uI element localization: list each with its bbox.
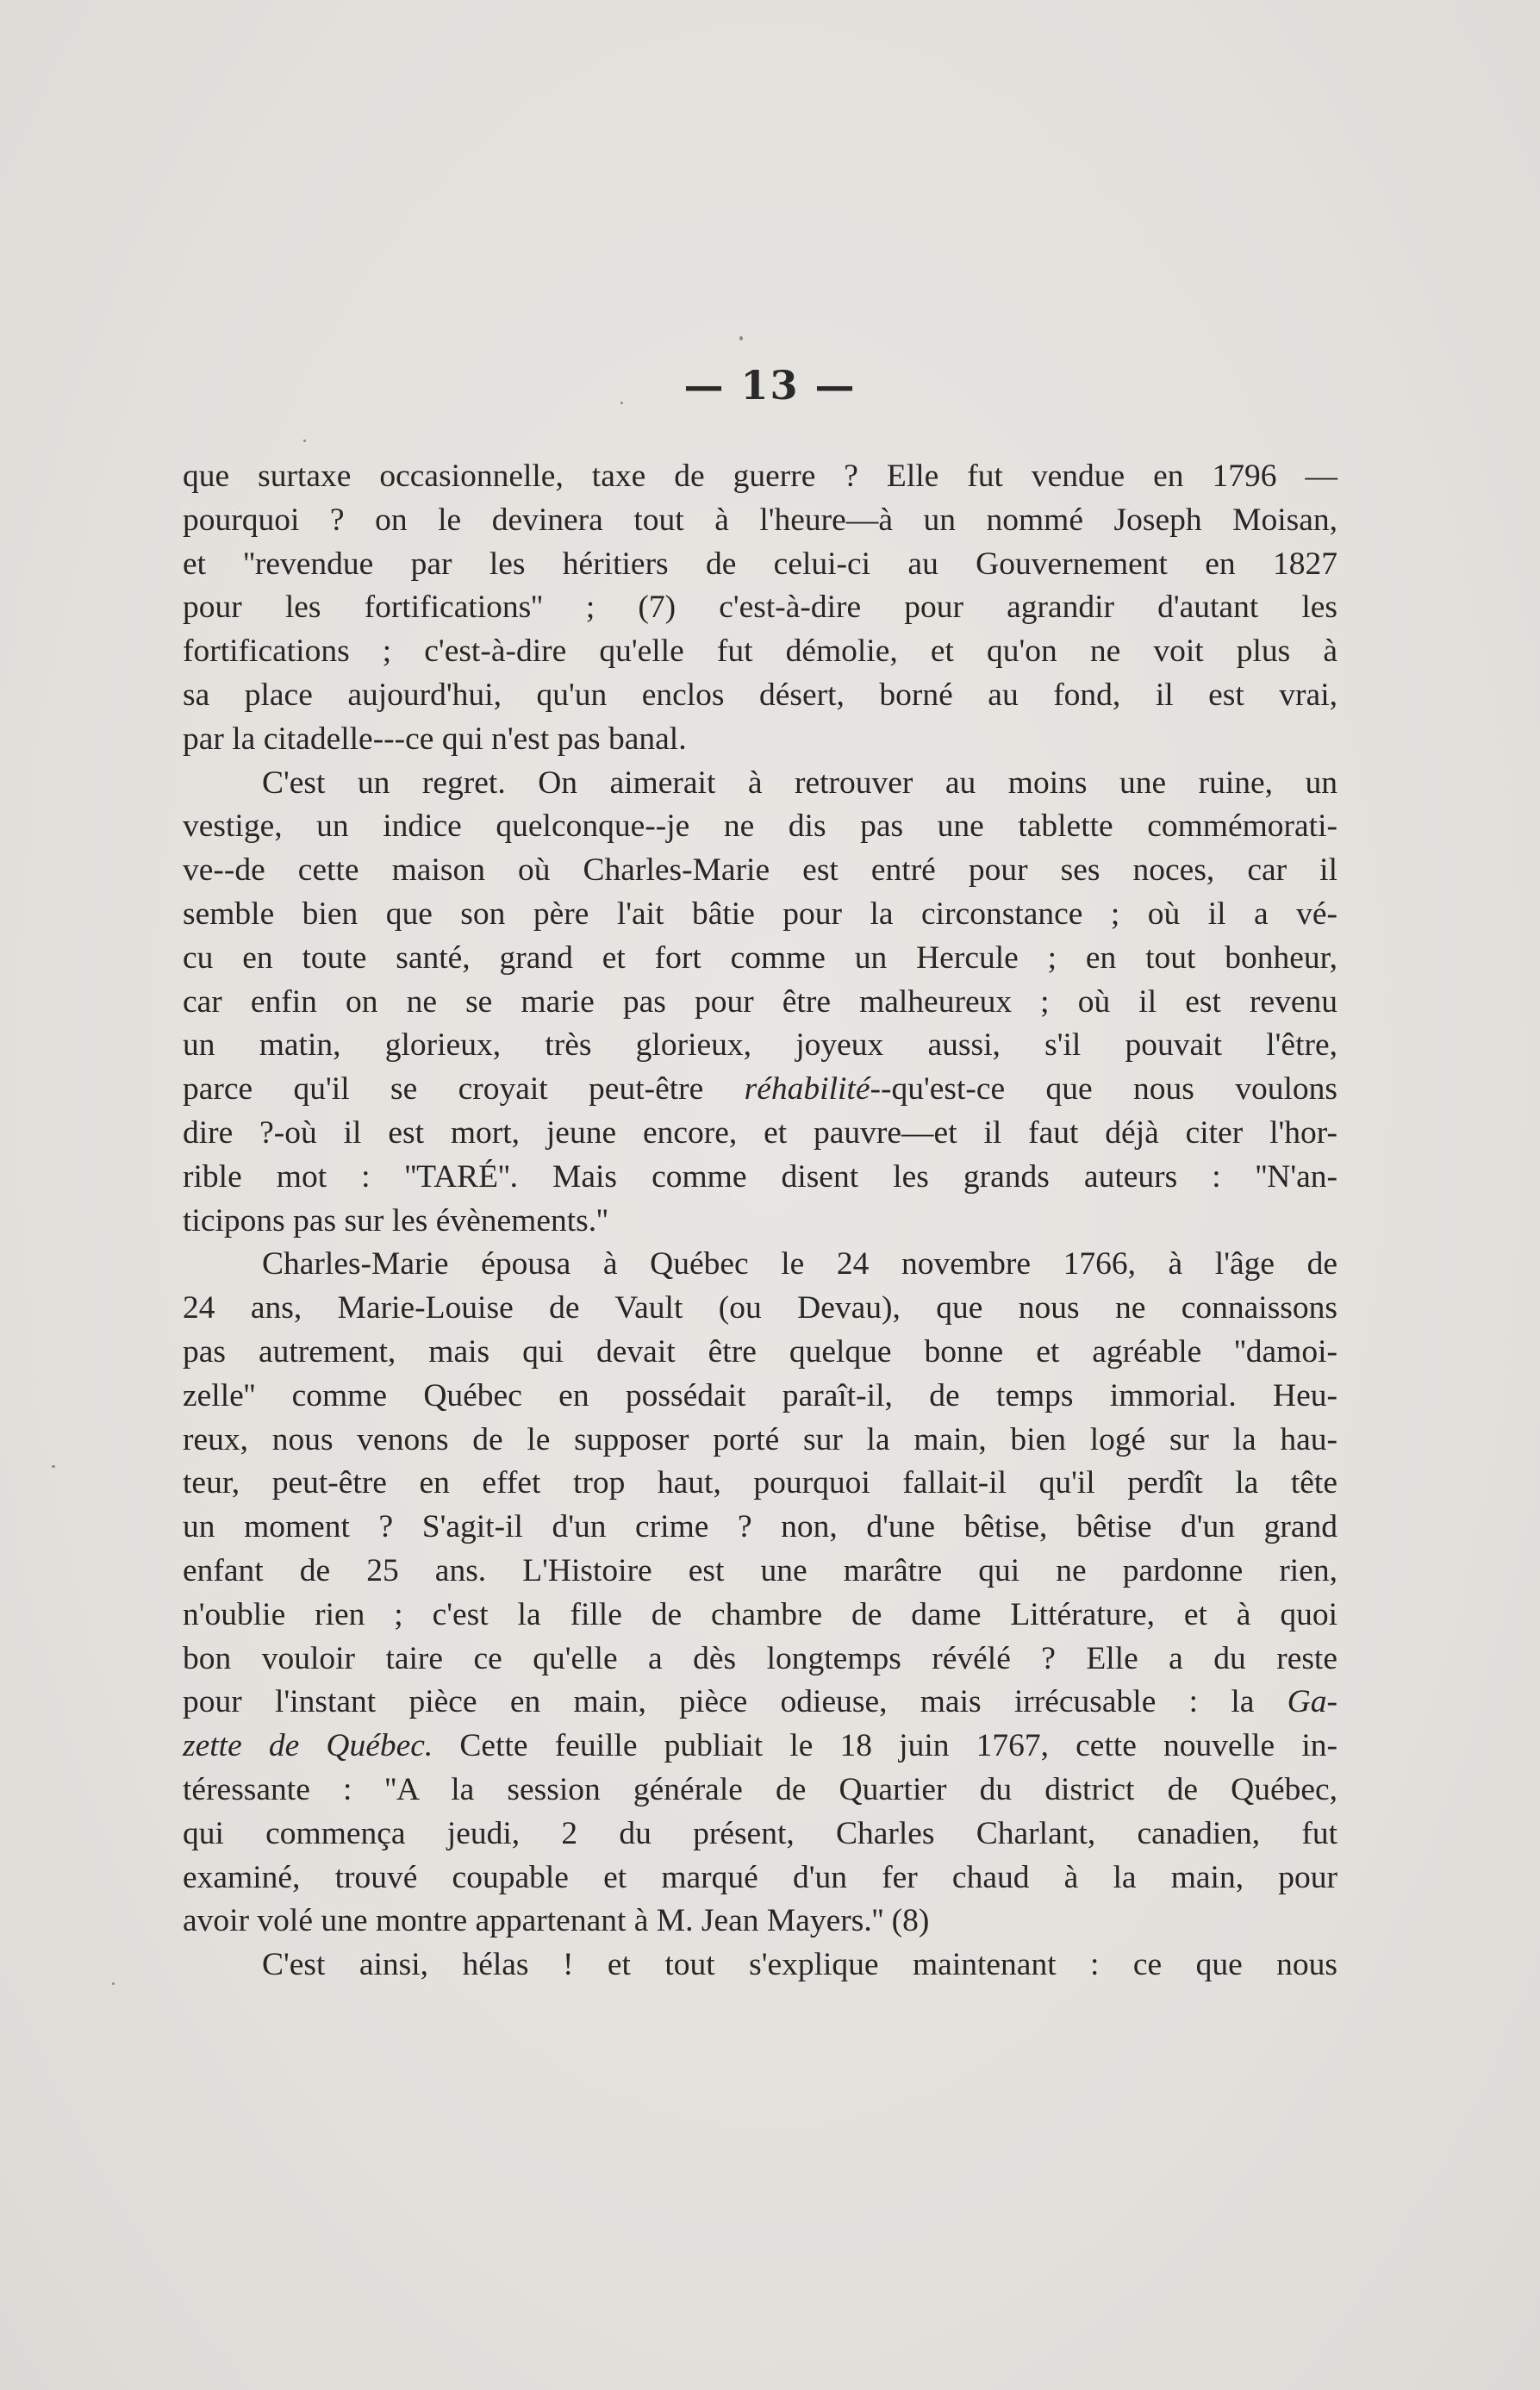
text-line: par la citadelle---ce qui n'est pas banal. xyxy=(183,721,687,757)
paragraph-1 xyxy=(183,455,1337,762)
paper-speck xyxy=(739,336,743,340)
body-text xyxy=(183,455,1337,1988)
text-line: qui commença jeudi, 2 du présent, Charles Charlant, canadien, fut xyxy=(183,1815,1337,1851)
text-line-with-italic: pour l'instant pièce en main, pièce odieuse, mais irrécusable : la Ga- xyxy=(183,1684,1337,1720)
text-line: que surtaxe occasionnelle, taxe de guerre ? Elle fut vendue en 1796 — xyxy=(183,459,1337,494)
text-line: dire ?-où il est mort, jeune encore, et pauvre—et il faut déjà citer l'hor- xyxy=(183,1114,1337,1151)
text-line-with-italic: zette de Québec. Cette feuille publiait le 18 juin 1767, cette nouvelle in- xyxy=(183,1728,1337,1764)
paragraph-4 xyxy=(183,1944,1337,1988)
italic-text: Ga- xyxy=(1287,1684,1337,1720)
text-line: et ''revendue par les héritiers de celui-ci au Gouvernement en 1827 xyxy=(183,546,1337,582)
text-line: un matin, glorieux, très glorieux, joyeux aussi, s'il pouvait l'être, xyxy=(183,1027,1337,1064)
text-line: semble bien que son père l'ait bâtie pour la circonstance ; où il a vé- xyxy=(183,895,1337,932)
page-number: — 13 — xyxy=(683,362,857,409)
text-line: pourquoi ? on le devinera tout à l'heure—à un nommé Joseph Moisan, xyxy=(183,502,1337,538)
text-line-with-italic: parce qu'il se croyait peut-être réhabilité--qu'est-ce que nous voulons xyxy=(183,1071,1337,1108)
text-line: vestige, un indice quelconque--je ne dis pas une tablette commémorati- xyxy=(183,808,1337,845)
text-line: un moment ? S'agit-il d'un crime ? non, d'une bêtise, bêtise d'un grand xyxy=(183,1509,1337,1545)
paper-speck xyxy=(303,440,306,442)
text-line: pas autrement, mais qui devait être quelque bonne et agréable ''damoi- xyxy=(183,1333,1337,1370)
text-line: cu en toute santé, grand et fort comme un Hercule ; en tout bonheur, xyxy=(183,939,1337,976)
text-line: C'est ainsi, hélas ! et tout s'explique maintenant : ce que nous xyxy=(262,1947,1337,1983)
text-line: zelle'' comme Québec en possédait paraît-il, de temps immorial. Heu- xyxy=(183,1377,1337,1413)
paper-speck xyxy=(52,1465,55,1468)
text-line: car enfin on ne se marie pas pour être malheureux ; où il est revenu xyxy=(183,983,1337,1020)
text-line: pour les fortifications'' ; (7) c'est-à-dire pour agrandir d'autant les xyxy=(183,590,1337,626)
text-line: 24 ans, Marie-Louise de Vault (ou Devau), que nous ne connaissons xyxy=(183,1290,1337,1326)
text-line: examiné, trouvé coupable et marqué d'un fer chaud à la main, pour xyxy=(183,1859,1337,1895)
paper-speck xyxy=(112,1982,115,1985)
text-line: téressante : ''A la session générale de Quartier du district de Québec, xyxy=(183,1771,1337,1807)
text-line: teur, peut-être en effet trop haut, pourquoi fallait-il qu'il perdît la tête xyxy=(183,1465,1337,1501)
text-line: ve--de cette maison où Charles-Marie est entré pour ses noces, car il xyxy=(183,852,1337,889)
text-line: reux, nous venons de le supposer porté sur la main, bien logé sur la hau- xyxy=(183,1421,1337,1457)
text-line: fortifications ; c'est-à-dire qu'elle fut démolie, et qu'on ne voit plus à xyxy=(183,633,1337,670)
italic-text: zette de Québec. xyxy=(183,1728,433,1764)
text-line: n'oublie rien ; c'est la fille de chambre de dame Littérature, et à quoi xyxy=(183,1596,1337,1632)
text-line: enfant de 25 ans. L'Histoire est une marâtre qui ne pardonne rien, xyxy=(183,1552,1337,1588)
text-line: rible mot : ''TARÉ''. Mais comme disent les grands auteurs : ''N'an- xyxy=(183,1158,1337,1195)
text-line: ticipons pas sur les évènements.'' xyxy=(183,1202,608,1239)
text-line: C'est un regret. On aimerait à retrouver au moins une ruine, un xyxy=(262,764,1337,801)
paragraph-2 xyxy=(183,762,1337,1244)
italic-text: réhabilité xyxy=(744,1071,870,1108)
text-line: avoir volé une montre appartenant à M. Jean Mayers.'' (8) xyxy=(183,1903,930,1939)
text-line: bon vouloir taire ce qu'elle a dès longtemps révélé ? Elle a du reste xyxy=(183,1640,1337,1676)
text-line: sa place aujourd'hui, qu'un enclos désert, borné au fond, il est vrai, xyxy=(183,677,1337,713)
text-line: Charles-Marie épousa à Québec le 24 novembre 1766, à l'âge de xyxy=(262,1246,1337,1282)
paragraph-3 xyxy=(183,1243,1337,1944)
